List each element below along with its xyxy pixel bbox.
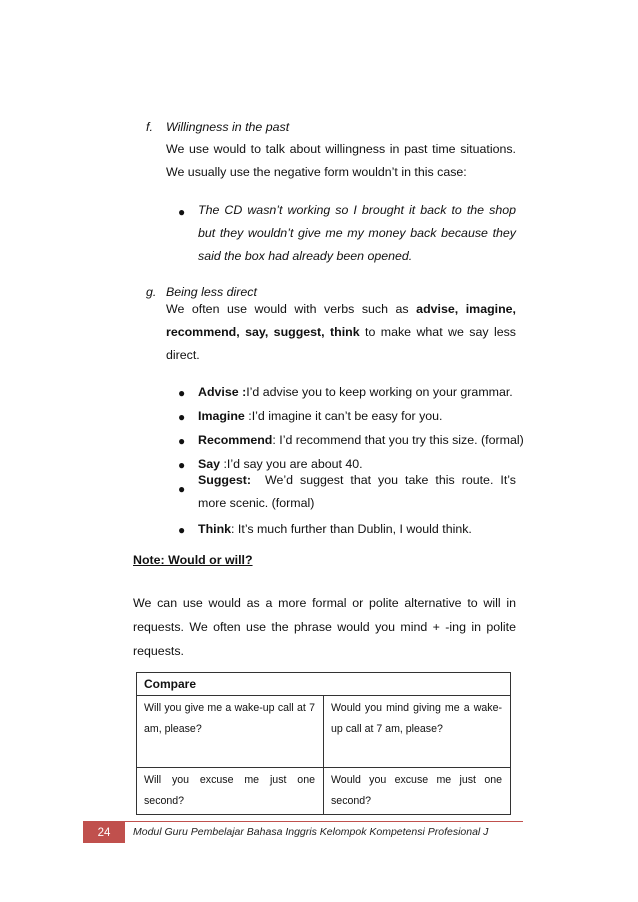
- section-g-verbs: advise, imagine, recommend, say, suggest, think: [166, 302, 516, 339]
- table-row: [137, 768, 511, 815]
- table-cell: Would you mind giving me a wake-up call at 7 am, please?: [324, 696, 511, 768]
- list-item-text: We’d suggest that you take this route. It’s more scenic. (formal): [198, 473, 516, 510]
- note-body: We can use would as a more formal or polite alternative to will in requests. We often use the phrase would you mind + -ing in polite requests.: [133, 596, 516, 658]
- bullet-dot: ●: [178, 523, 186, 537]
- list-item-text: I’d advise you to keep working on your grammar.: [246, 385, 513, 399]
- table-cell: Will you give me a wake-up call at 7 am, please?: [137, 696, 324, 768]
- list-item-text: :I’d say you are about 40.: [220, 457, 363, 471]
- note-heading: Note: Would or will?: [133, 553, 253, 567]
- list-item-term: Think: [198, 522, 232, 536]
- bullet-dot: ●: [178, 205, 186, 219]
- table-header-cell: Compare: [137, 673, 511, 696]
- table-row: [137, 696, 511, 768]
- bullet-dot: ●: [178, 386, 186, 400]
- bullet-dot: ●: [178, 482, 186, 496]
- section-g-title: Being less direct: [166, 285, 257, 299]
- section-f-title: Willingness in the past: [166, 120, 290, 134]
- list-item-term: Say: [198, 457, 221, 471]
- table-cell: Would you excuse me just one second?: [324, 768, 511, 815]
- list-item-text: : I’d recommend that you try this size. (formal): [272, 433, 524, 447]
- section-g-body: [166, 298, 516, 367]
- bullet-dot: ●: [178, 410, 186, 424]
- list-item-text: : It’s much further than Dublin, I would think.: [231, 522, 472, 536]
- page-number: 24: [83, 822, 125, 843]
- section-g-marker: g.: [146, 285, 157, 299]
- list-item-term: Recommend: [198, 433, 273, 447]
- bullet-dot: ●: [178, 434, 186, 448]
- table-cell: Will you excuse me just one second?: [137, 768, 324, 815]
- list-item: [198, 429, 524, 451]
- compare-table: [136, 672, 511, 815]
- section-f-example: The CD wasn’t working so I brought it back to the shop but they wouldn’t give me my money back because they said the box had already been opened.: [198, 203, 516, 263]
- list-item-term: Advise :: [198, 385, 247, 399]
- section-g-body-start: We often use would with verbs such as: [166, 302, 417, 316]
- list-item-term: Imagine: [198, 409, 245, 423]
- list-item: [198, 405, 443, 427]
- section-f-body: We use would to talk about willingness in past time situations. We usually use the negative form wouldn’t in this case:: [166, 142, 516, 179]
- section-g-body-end: to make what we say less direct.: [166, 325, 516, 362]
- footer-divider: [83, 821, 523, 822]
- bullet-dot: ●: [178, 458, 186, 472]
- table-header-row: [137, 673, 511, 696]
- list-item-text: :I’d imagine it can’t be easy for you.: [244, 409, 443, 423]
- list-item: [198, 381, 513, 403]
- list-item: [198, 469, 516, 515]
- footer-text: Modul Guru Pembelajar Bahasa Inggris Kelompok Kompetensi Profesional J: [133, 826, 489, 838]
- list-item-term: Suggest:: [198, 473, 252, 487]
- list-item: [198, 518, 472, 540]
- section-f-marker: f.: [146, 120, 153, 134]
